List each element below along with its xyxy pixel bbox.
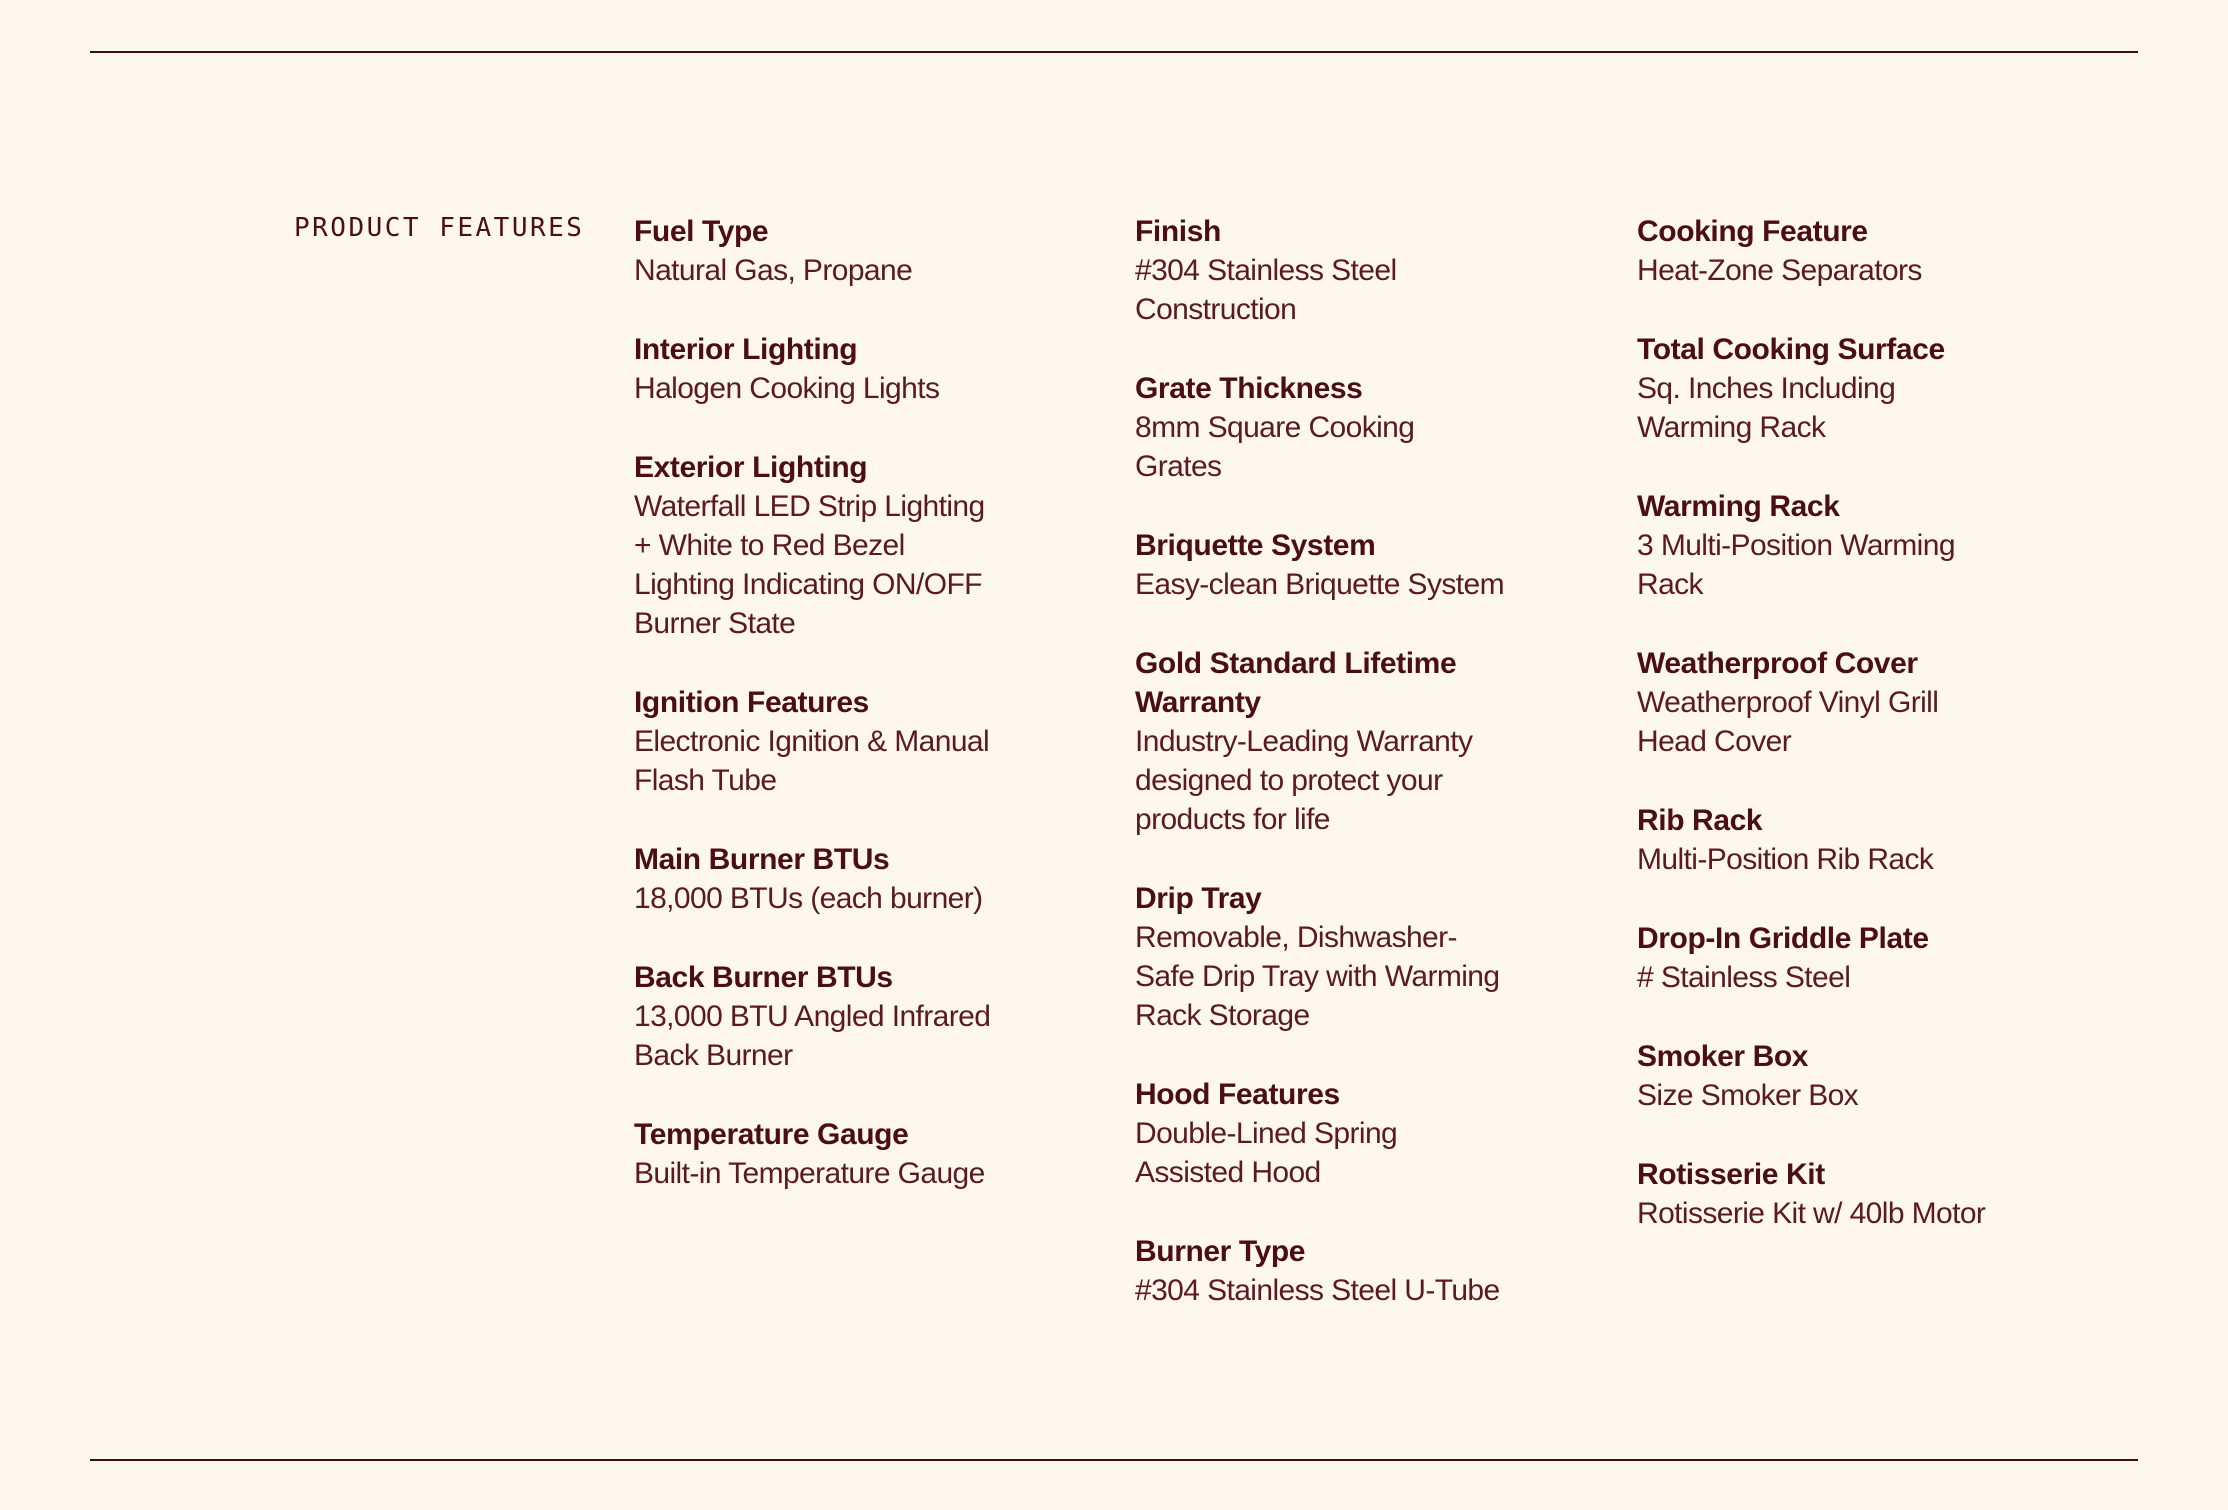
feature-value: 3 Multi-Position Warming Rack xyxy=(1637,529,1955,601)
feature-value: Multi-Position Rib Rack xyxy=(1637,843,1934,876)
feature-value: 8mm Square Cooking Grates xyxy=(1135,411,1415,483)
feature-rotisserie-kit xyxy=(1637,1155,2067,1233)
feature-value: Removable, Dishwasher-Safe Drip Tray with Warming Rack Storage xyxy=(1135,921,1500,1032)
feature-title: Grate Thickness xyxy=(1135,372,1363,405)
feature-drop-in-griddle-plate xyxy=(1637,919,2067,997)
feature-warming-rack xyxy=(1637,487,2067,604)
feature-value: Electronic Ignition & Manual Flash Tube xyxy=(634,725,990,797)
feature-smoker-box xyxy=(1637,1037,2067,1115)
feature-title: Main Burner BTUs xyxy=(634,843,890,876)
feature-title: Rotisserie Kit xyxy=(1637,1158,1825,1191)
top-divider xyxy=(90,51,2138,53)
feature-title: Back Burner BTUs xyxy=(634,961,893,994)
feature-title: Rib Rack xyxy=(1637,804,1763,837)
feature-title: Drop-In Griddle Plate xyxy=(1637,922,1929,955)
feature-weatherproof-cover xyxy=(1637,644,2067,761)
feature-title: Exterior Lighting xyxy=(634,451,868,484)
feature-hood-features xyxy=(1135,1075,1565,1192)
feature-value: # Stainless Steel xyxy=(1637,961,1851,994)
feature-title: Burner Type xyxy=(1135,1235,1306,1268)
feature-value: Easy-clean Briquette System xyxy=(1135,568,1504,601)
feature-value: Rotisserie Kit w/ 40lb Motor xyxy=(1637,1197,1986,1230)
feature-grate-thickness xyxy=(1135,369,1565,486)
features-column-3 xyxy=(1637,212,2067,1273)
feature-interior-lighting xyxy=(634,330,1064,408)
feature-value: Weatherproof Vinyl Grill Head Cover xyxy=(1637,686,1939,758)
feature-value: Industry-Leading Warranty designed to protect your products for life xyxy=(1135,725,1473,836)
feature-title: Finish xyxy=(1135,215,1221,248)
section-label: PRODUCT FEATURES xyxy=(294,213,585,243)
feature-title: Temperature Gauge xyxy=(634,1118,909,1151)
feature-value: Size Smoker Box xyxy=(1637,1079,1859,1112)
feature-title: Interior Lighting xyxy=(634,333,858,366)
feature-value: Waterfall LED Strip Lighting + White to Red Bezel Lighting Indicating ON/OFF Burner State xyxy=(634,490,985,640)
feature-main-burner-btus xyxy=(634,840,1064,918)
feature-gold-standard-lifetime-warranty xyxy=(1135,644,1565,839)
feature-temperature-gauge xyxy=(634,1115,1064,1193)
feature-value: Double-Lined Spring Assisted Hood xyxy=(1135,1117,1398,1189)
feature-value: Natural Gas, Propane xyxy=(634,254,913,287)
feature-value: 13,000 BTU Angled Infrared Back Burner xyxy=(634,1000,991,1072)
feature-title: Smoker Box xyxy=(1637,1040,1809,1073)
feature-title: Ignition Features xyxy=(634,686,869,719)
feature-rib-rack xyxy=(1637,801,2067,879)
feature-title: Weatherproof Cover xyxy=(1637,647,1918,680)
feature-value: #304 Stainless Steel U-Tube xyxy=(1135,1274,1500,1307)
feature-finish xyxy=(1135,212,1565,329)
feature-title: Warming Rack xyxy=(1637,490,1840,523)
feature-title: Hood Features xyxy=(1135,1078,1340,1111)
feature-value: #304 Stainless Steel Construction xyxy=(1135,254,1397,326)
feature-back-burner-btus xyxy=(634,958,1064,1075)
feature-value: 18,000 BTUs (each burner) xyxy=(634,882,983,915)
features-column-1 xyxy=(634,212,1064,1233)
feature-title: Total Cooking Surface xyxy=(1637,333,1945,366)
feature-title: Briquette System xyxy=(1135,529,1376,562)
feature-fuel-type xyxy=(634,212,1064,290)
feature-title: Drip Tray xyxy=(1135,882,1262,915)
bottom-divider xyxy=(90,1459,2138,1461)
feature-title: Gold Standard Lifetime Warranty xyxy=(1135,647,1457,719)
feature-ignition-features xyxy=(634,683,1064,800)
feature-value: Sq. Inches Including Warming Rack xyxy=(1637,372,1896,444)
feature-exterior-lighting xyxy=(634,448,1064,643)
feature-briquette-system xyxy=(1135,526,1565,604)
feature-title: Fuel Type xyxy=(634,215,769,248)
features-column-2 xyxy=(1135,212,1565,1350)
feature-value: Built-in Temperature Gauge xyxy=(634,1157,985,1190)
feature-cooking-feature xyxy=(1637,212,2067,290)
feature-drip-tray xyxy=(1135,879,1565,1035)
feature-value: Heat-Zone Separators xyxy=(1637,254,1922,287)
feature-burner-type xyxy=(1135,1232,1565,1310)
feature-value: Halogen Cooking Lights xyxy=(634,372,940,405)
feature-total-cooking-surface xyxy=(1637,330,2067,447)
feature-title: Cooking Feature xyxy=(1637,215,1868,248)
